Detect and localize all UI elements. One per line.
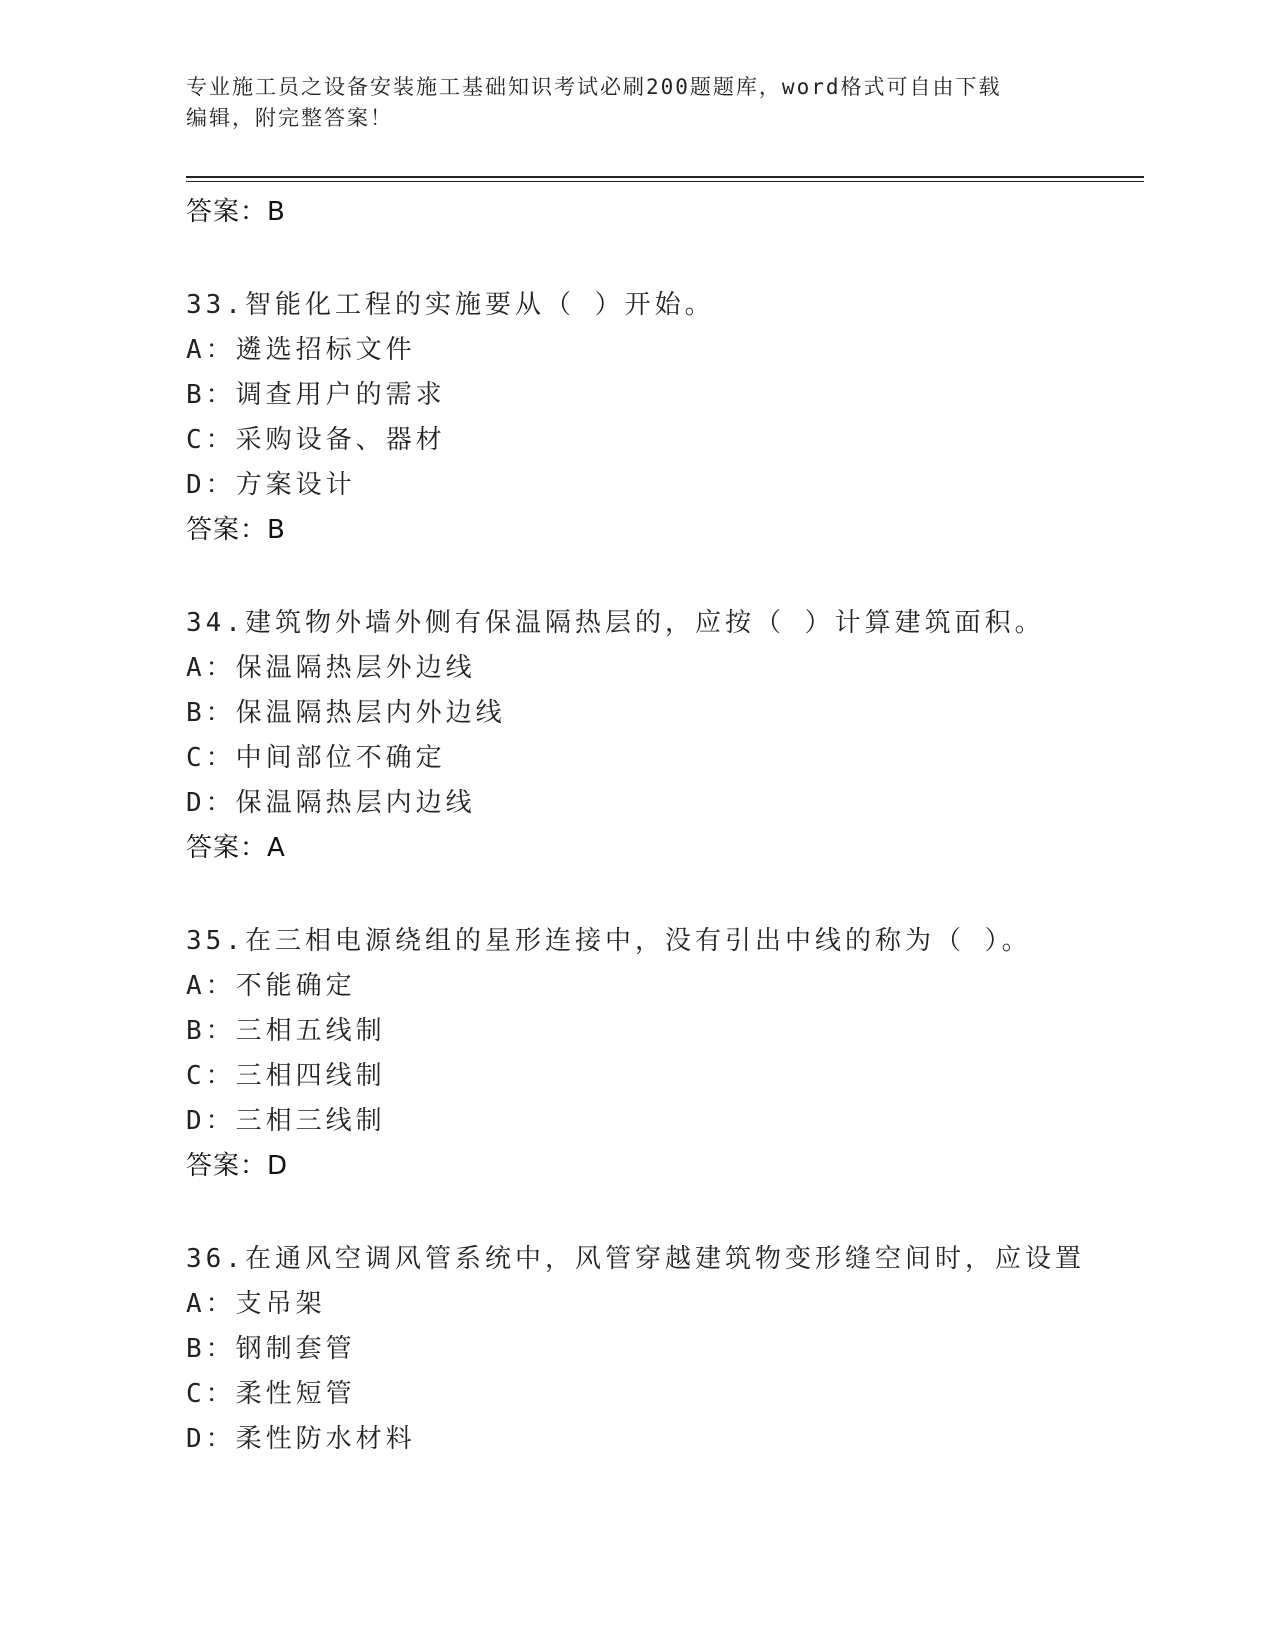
option-a: A：遴选招标文件 xyxy=(186,335,416,365)
option-b: B：钢制套管 xyxy=(186,1334,356,1364)
option-c: C：三相四线制 xyxy=(186,1061,386,1091)
header-divider xyxy=(186,176,1144,178)
question-36 xyxy=(186,1237,1144,1462)
option-d: D：保温隔热层内边线 xyxy=(186,788,476,818)
spacer xyxy=(186,871,1144,919)
option-b: B：保温隔热层内外边线 xyxy=(186,698,506,728)
option-c: C：采购设备、器材 xyxy=(186,425,446,455)
answer: 答案：A xyxy=(186,833,286,863)
option-c: C：中间部位不确定 xyxy=(186,743,446,773)
option-a: A：保温隔热层外边线 xyxy=(186,653,476,683)
spacer xyxy=(186,235,1144,283)
option-a: A：支吊架 xyxy=(186,1289,326,1319)
question-34 xyxy=(186,601,1144,871)
header-line-1: 专业施工员之设备安装施工基础知识考试必刷200题题库，word格式可自由下载 xyxy=(186,75,1002,99)
question-title: 36.在通风空调风管系统中，风管穿越建筑物变形缝空间时，应设置 xyxy=(186,1244,1085,1274)
question-33 xyxy=(186,283,1144,553)
question-title: 35.在三相电源绕组的星形连接中，没有引出中线的称为（ ）。 xyxy=(186,926,1032,956)
option-a: A：不能确定 xyxy=(186,971,356,1001)
option-b: B：调查用户的需求 xyxy=(186,380,446,410)
previous-answer: 答案：B xyxy=(186,197,286,227)
option-d: D：柔性防水材料 xyxy=(186,1424,416,1454)
answer: 答案：D xyxy=(186,1151,289,1181)
header-line-2: 编辑，附完整答案！ xyxy=(186,106,393,130)
option-b: B：三相五线制 xyxy=(186,1016,386,1046)
spacer xyxy=(186,553,1144,601)
question-title: 33.智能化工程的实施要从（ ）开始。 xyxy=(186,290,715,320)
option-d: D：三相三线制 xyxy=(186,1106,386,1136)
header-divider-thin xyxy=(186,181,1144,182)
option-c: C：柔性短管 xyxy=(186,1379,356,1409)
question-35 xyxy=(186,919,1144,1189)
question-list xyxy=(186,190,1144,1462)
option-d: D：方案设计 xyxy=(186,470,356,500)
spacer xyxy=(186,1189,1144,1237)
document-header xyxy=(186,72,1056,134)
answer: 答案：B xyxy=(186,515,286,545)
question-title: 34.建筑物外墙外侧有保温隔热层的，应按（ ）计算建筑面积。 xyxy=(186,608,1045,638)
